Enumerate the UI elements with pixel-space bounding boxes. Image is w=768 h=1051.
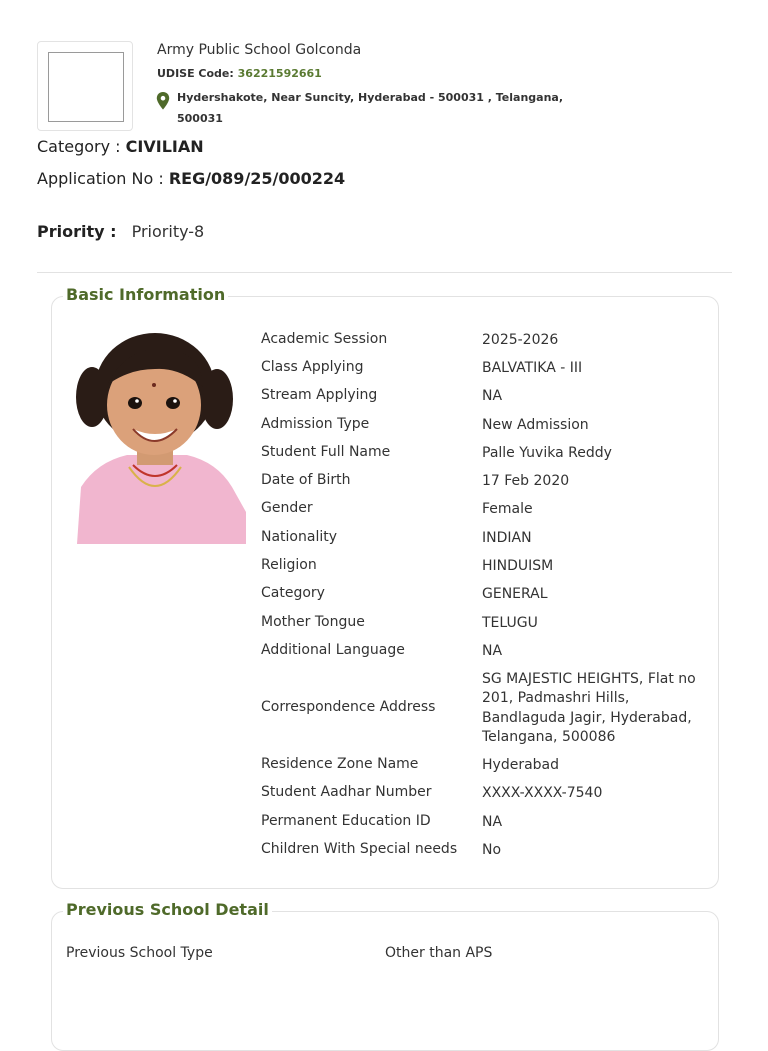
priority-line — [37, 222, 204, 241]
previous-school-title: Previous School Detail — [63, 900, 272, 919]
row-label-student-full-name: Student Full Name — [261, 444, 391, 460]
row-value-mother-tongue: TELUGU — [482, 615, 538, 631]
priority-value: Priority-8 — [131, 222, 205, 241]
row-value-date-of-birth: 17 Feb 2020 — [482, 473, 570, 489]
row-label-correspondence-address: Correspondence Address — [261, 699, 436, 715]
row-value-correspondence-address: SG MAJESTIC HEIGHTS, Flat no 201, Padmashri Hills, Bandlaguda Jagir, Hyderabad, Telangana, 500086 — [482, 671, 696, 745]
map-pin-icon — [156, 92, 170, 110]
row-label-admission-type: Admission Type — [261, 416, 370, 432]
row-label-category: Category — [261, 585, 325, 601]
row-value-children-with-special-needs: No — [482, 842, 502, 858]
row-label-residence-zone-name: Residence Zone Name — [261, 756, 419, 772]
row-label-date-of-birth: Date of Birth — [261, 472, 351, 488]
row-label-student-aadhar-number: Student Aadhar Number — [261, 784, 432, 800]
udise-code — [157, 67, 322, 80]
category-value: CIVILIAN — [125, 137, 204, 156]
row-value-gender: Female — [482, 501, 533, 517]
row-value-nationality: INDIAN — [482, 530, 532, 546]
row-label-nationality: Nationality — [261, 529, 338, 545]
row-label-children-with-special-needs: Children With Special needs — [261, 841, 458, 857]
application-value: REG/089/25/000224 — [168, 169, 346, 188]
previous-school-section — [51, 911, 719, 1051]
row-value-student-full-name: Palle Yuvika Reddy — [482, 445, 612, 461]
row-value-additional-language: NA — [482, 643, 503, 659]
row-value-category: GENERAL — [482, 586, 548, 602]
row-value-religion: HINDUISM — [482, 558, 554, 574]
row-label-academic-session: Academic Session — [261, 331, 388, 347]
udise-value: 36221592661 — [237, 67, 322, 80]
udise-label: UDISE Code: — [157, 67, 234, 80]
row-label-permanent-education-id: Permanent Education ID — [261, 813, 431, 829]
row-label-religion: Religion — [261, 557, 317, 573]
row-value-class-applying: BALVATIKA - III — [482, 360, 583, 376]
school-name: Army Public School Golconda — [157, 42, 362, 58]
row-label-stream-applying: Stream Applying — [261, 387, 378, 403]
row-value-permanent-education-id: NA — [482, 814, 503, 830]
category-line — [37, 137, 204, 156]
logo-placeholder — [48, 52, 124, 122]
school-address: Hydershakote, Near Suncity, Hyderabad - 500031 , Telangana, 500031 — [177, 91, 564, 125]
previous-school-type-value: Other than APS — [385, 945, 493, 961]
application-label: Application No : — [37, 169, 164, 188]
row-label-gender: Gender — [261, 500, 313, 516]
divider — [37, 272, 732, 273]
row-label-class-applying: Class Applying — [261, 359, 364, 375]
row-value-academic-session: 2025-2026 — [482, 332, 559, 348]
school-logo — [37, 41, 133, 131]
student-photo — [67, 327, 246, 544]
row-label-additional-language: Additional Language — [261, 642, 405, 658]
previous-school-type-label: Previous School Type — [66, 945, 213, 961]
row-value-student-aadhar-number: XXXX-XXXX-7540 — [482, 785, 603, 801]
priority-label: Priority : — [37, 222, 117, 241]
row-value-residence-zone-name: Hyderabad — [482, 757, 559, 773]
category-label: Category : — [37, 137, 121, 156]
row-value-stream-applying: NA — [482, 388, 503, 404]
row-value-admission-type: New Admission — [482, 417, 589, 433]
application-number-line — [37, 169, 345, 188]
row-label-mother-tongue: Mother Tongue — [261, 614, 365, 630]
basic-information-title: Basic Information — [63, 285, 228, 304]
